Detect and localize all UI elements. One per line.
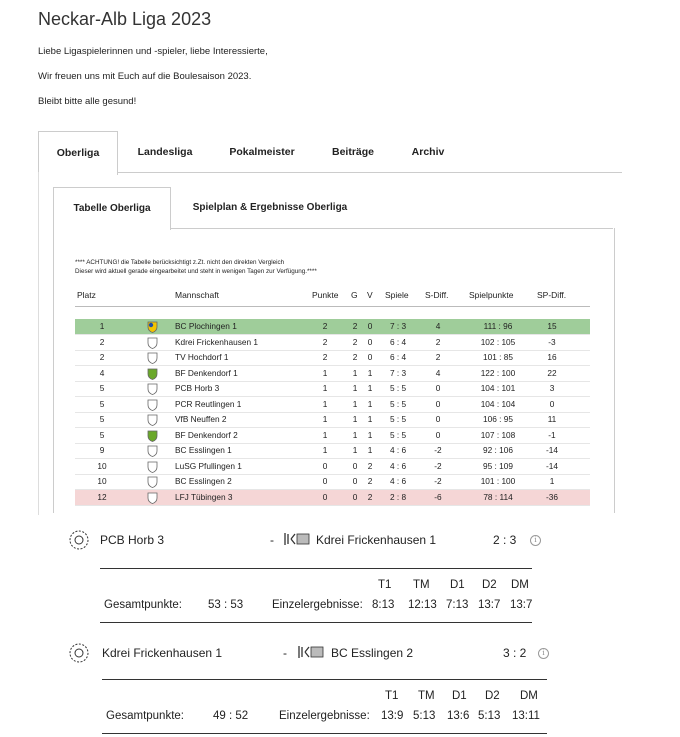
cell-spdiff: 15	[547, 321, 557, 331]
table-row	[75, 459, 590, 474]
col-g: G	[351, 290, 358, 300]
cell-g: 2	[352, 352, 358, 362]
result-col-t1: T1	[378, 579, 392, 591]
cell-spdiff: -14	[546, 445, 558, 455]
cell-sdiff: 4	[435, 321, 441, 331]
cell-mannschaft[interactable]: TV Hochdorf 1	[175, 352, 229, 362]
detail-label: Einzelergebnisse:	[279, 710, 370, 722]
notice	[75, 259, 317, 276]
cell-mannschaft[interactable]: BC Esslingen 2	[175, 476, 232, 486]
cell-mannschaft[interactable]: BC Esslingen 1	[175, 445, 232, 455]
table-row	[75, 335, 590, 350]
cell-v: 1	[367, 445, 373, 455]
cell-punkte: 2	[322, 336, 328, 347]
tab-landesliga[interactable]: Landesliga	[137, 146, 193, 158]
home-team-icon	[66, 529, 92, 551]
result-col-t1: T1	[385, 690, 399, 702]
frickenhausen-crest-icon	[147, 337, 158, 349]
cell-punkte: 1	[322, 383, 328, 393]
tab-beitraege[interactable]: Beiträge	[331, 146, 374, 158]
hochdorf-crest-icon	[147, 352, 158, 364]
cell-platz: 4	[99, 367, 105, 378]
match-divider	[100, 568, 532, 569]
cell-punkte: 1	[322, 414, 328, 424]
reutlingen-crest-icon	[147, 399, 158, 411]
cell-v: 1	[367, 383, 373, 393]
cell-mannschaft[interactable]: BF Denkendorf 1	[175, 367, 238, 378]
cell-punkte: 0	[322, 476, 328, 486]
subtab-spielplan[interactable]: Spielplan & Ergebnisse Oberliga	[192, 202, 348, 213]
match-score: 2 : 3	[493, 533, 517, 547]
cell-g: 1	[352, 429, 358, 440]
horb-crest-icon	[147, 383, 158, 395]
cell-mannschaft[interactable]: PCR Reutlingen 1	[175, 398, 242, 409]
cell-spielpunkte: 78 : 114	[483, 491, 513, 502]
cell-platz: 1	[99, 321, 105, 331]
col-spiele: Spiele	[385, 290, 409, 300]
cell-spiele: 4 : 6	[390, 476, 407, 486]
cell-sdiff: -2	[434, 476, 442, 486]
result-d1: 13:6	[447, 710, 470, 722]
cell-spiele: 5 : 5	[390, 398, 407, 409]
col-spdiff: SP-Diff.	[537, 290, 567, 300]
cell-spdiff: -36	[546, 491, 558, 502]
page-title: Neckar-Alb Liga 2023	[38, 9, 212, 29]
pfullingen-crest-icon	[147, 461, 158, 473]
notice-line-2: Dieser wird aktuell gerade eingearbeitet und steht in wenigen Tagen zur Verfügung.****	[75, 267, 317, 275]
away-team[interactable]: Kdrei Frickenhausen 1	[316, 533, 437, 547]
intro-line-1: Liebe Ligaspielerinnen und -spieler, liebe Interessierte,	[38, 46, 268, 57]
tuebingen-crest-icon	[147, 492, 158, 504]
cell-spiele: 6 : 4	[390, 352, 407, 362]
tab-pokalmeister[interactable]: Pokalmeister	[229, 146, 295, 158]
cell-v: 1	[367, 429, 373, 440]
intro-line-2: Wir freuen uns mit Euch auf die Boulesaison 2023.	[38, 71, 252, 82]
home-team-icon	[66, 642, 92, 664]
cell-spielpunkte: 104 : 104	[480, 398, 516, 409]
cell-spielpunkte: 101 : 100	[480, 476, 516, 486]
cell-spielpunkte: 111 : 96	[483, 321, 513, 331]
match-bottom-divider	[100, 622, 532, 623]
cell-g: 0	[352, 491, 358, 502]
cell-spdiff: -1	[548, 429, 556, 440]
cell-v: 2	[367, 491, 373, 502]
cell-v: 0	[367, 336, 373, 347]
cell-sdiff: 0	[435, 383, 441, 393]
cell-spdiff: 11	[547, 414, 557, 424]
cell-spielpunkte: 106 : 95	[483, 414, 513, 424]
match-dash: -	[283, 646, 287, 660]
intro-line-3: Bleibt bitte alle gesund!	[38, 96, 137, 107]
cell-sdiff: 2	[435, 336, 441, 347]
cell-g: 0	[352, 476, 358, 486]
cell-spiele: 5 : 5	[390, 383, 407, 393]
cell-punkte: 1	[322, 429, 328, 440]
cell-g: 1	[352, 398, 358, 409]
cell-platz: 10	[97, 476, 107, 486]
notice-line-1: **** ACHTUNG! die Tabelle berücksichtigt z.Zt. nicht den direkten Vergleich	[75, 259, 285, 266]
cell-v: 1	[367, 367, 373, 378]
col-sdiff: S-Diff.	[425, 290, 449, 300]
away-team[interactable]: BC Esslingen 2	[331, 646, 414, 660]
cell-mannschaft[interactable]: Kdrei Frickenhausen 1	[175, 336, 259, 347]
esslingen-crest-icon	[147, 476, 158, 488]
cell-g: 2	[352, 321, 358, 331]
cell-platz: 5	[99, 398, 105, 409]
cell-spiele: 2 : 8	[390, 491, 407, 502]
result-col-dm: DM	[511, 579, 529, 591]
cell-g: 1	[352, 383, 358, 393]
match-bottom-divider	[102, 733, 547, 734]
total-label: Gesamtpunkte:	[104, 599, 182, 611]
cell-sdiff: -2	[434, 460, 442, 471]
detail-label: Einzelergebnisse:	[272, 599, 363, 611]
cell-spiele: 4 : 6	[390, 445, 407, 455]
denkendorf-crest-icon	[147, 368, 158, 380]
cell-platz: 5	[99, 414, 105, 424]
subtab-tabelle[interactable]: Tabelle Oberliga	[53, 187, 171, 230]
result-t1: 8:13	[372, 599, 395, 611]
cell-spielpunkte: 101 : 85	[483, 352, 513, 362]
cell-v: 1	[367, 398, 373, 409]
cell-platz: 5	[99, 429, 105, 440]
home-team[interactable]: PCB Horb 3	[100, 533, 165, 547]
home-team[interactable]: Kdrei Frickenhausen 1	[102, 646, 223, 660]
table-row	[75, 474, 590, 489]
result-col-tm: TM	[413, 579, 430, 591]
cell-mannschaft[interactable]: PCB Horb 3	[175, 383, 220, 393]
table-row	[75, 443, 590, 458]
cell-v: 1	[367, 414, 373, 424]
cell-punkte: 0	[322, 491, 328, 502]
cell-spdiff: -14	[546, 460, 558, 471]
away-team-icon	[283, 531, 311, 547]
away-team-icon	[297, 644, 325, 660]
cell-g: 0	[352, 460, 358, 471]
total-points: 53 : 53	[208, 599, 244, 611]
result-tm: 5:13	[413, 710, 436, 722]
result-col-tm: TM	[418, 690, 435, 702]
result-d1: 7:13	[446, 599, 469, 611]
info-icon[interactable]: i	[538, 648, 549, 659]
cell-spdiff: 3	[549, 383, 555, 393]
cell-mannschaft[interactable]: LFJ Tübingen 3	[175, 491, 233, 502]
cell-punkte: 0	[322, 460, 328, 471]
row-divider	[75, 505, 590, 506]
denkendorf-crest-icon	[147, 430, 158, 442]
result-d2: 5:13	[478, 710, 501, 722]
cell-spdiff: 16	[547, 352, 557, 362]
cell-platz: 12	[97, 491, 107, 502]
match-dash: -	[270, 533, 274, 547]
cell-spiele: 5 : 5	[390, 414, 407, 424]
cell-spdiff: -3	[548, 336, 556, 347]
header-divider	[75, 306, 590, 307]
cell-mannschaft[interactable]: BF Denkendorf 2	[175, 429, 238, 440]
cell-platz: 9	[99, 445, 105, 455]
esslingen-crest-icon	[147, 445, 158, 457]
cell-platz: 2	[99, 336, 105, 347]
total-points: 49 : 52	[213, 710, 249, 722]
cell-spielpunkte: 92 : 106	[483, 445, 513, 455]
table-row	[75, 412, 590, 427]
col-platz: Platz	[77, 290, 96, 300]
table-row	[75, 397, 590, 412]
cell-spielpunkte: 107 : 108	[480, 429, 516, 440]
cell-sdiff: 0	[435, 429, 441, 440]
cell-punkte: 1	[322, 398, 328, 409]
result-t1: 13:9	[381, 710, 404, 722]
cell-spiele: 4 : 6	[390, 460, 407, 471]
table-header	[75, 290, 590, 304]
cell-platz: 10	[97, 460, 107, 471]
cell-spdiff: 22	[547, 367, 557, 378]
cell-platz: 5	[99, 383, 105, 393]
cell-spiele: 7 : 3	[390, 321, 407, 331]
info-icon[interactable]: i	[530, 535, 541, 546]
cell-g: 2	[352, 336, 358, 347]
cell-sdiff: 2	[435, 352, 441, 362]
cell-punkte: 2	[322, 321, 328, 331]
table-row	[75, 366, 590, 381]
cell-spiele: 6 : 4	[390, 336, 407, 347]
cell-v: 2	[367, 476, 373, 486]
cell-spdiff: 1	[549, 476, 555, 486]
cell-sdiff: -6	[434, 491, 442, 502]
tab-archiv[interactable]: Archiv	[411, 146, 445, 158]
result-d2: 13:7	[478, 599, 501, 611]
col-mannschaft: Mannschaft	[175, 290, 219, 300]
cell-punkte: 1	[322, 445, 328, 455]
cell-spielpunkte: 104 : 101	[480, 383, 516, 393]
col-punkte: Punkte	[312, 290, 339, 300]
cell-g: 1	[352, 367, 358, 378]
cell-v: 0	[367, 321, 373, 331]
tab-oberliga[interactable]: Oberliga	[38, 131, 118, 175]
cell-punkte: 2	[322, 352, 328, 362]
table-row	[75, 319, 590, 334]
cell-mannschaft[interactable]: VfB Neuffen 2	[175, 414, 227, 424]
total-label: Gesamtpunkte:	[106, 710, 184, 722]
cell-v: 0	[367, 352, 373, 362]
cell-sdiff: 0	[435, 414, 441, 424]
cell-sdiff: 4	[435, 367, 441, 378]
result-col-d1: D1	[452, 690, 467, 702]
cell-spielpunkte: 122 : 100	[480, 367, 516, 378]
plochingen-crest-icon	[147, 321, 158, 333]
cell-mannschaft[interactable]: BC Plochingen 1	[175, 321, 237, 331]
cell-platz: 2	[99, 352, 105, 362]
result-col-d2: D2	[482, 579, 497, 591]
cell-spiele: 5 : 5	[390, 429, 407, 440]
col-v: V	[367, 290, 373, 300]
match-score: 3 : 2	[503, 646, 527, 660]
cell-v: 2	[367, 460, 373, 471]
cell-punkte: 1	[322, 367, 328, 378]
table-row	[75, 490, 590, 505]
result-tm: 12:13	[408, 599, 437, 611]
col-spielpunkte: Spielpunkte	[469, 290, 514, 300]
result-col-d2: D2	[485, 690, 500, 702]
match-divider	[102, 679, 547, 680]
cell-g: 1	[352, 445, 358, 455]
cell-spiele: 7 : 3	[390, 367, 407, 378]
cell-spielpunkte: 95 : 109	[483, 460, 513, 471]
result-col-dm: DM	[520, 690, 538, 702]
cell-mannschaft[interactable]: LuSG Pfullingen 1	[175, 460, 242, 471]
cell-sdiff: 0	[435, 398, 441, 409]
result-col-d1: D1	[450, 579, 465, 591]
neuffen-crest-icon	[147, 414, 158, 426]
cell-spielpunkte: 102 : 105	[480, 336, 516, 347]
table-row	[75, 350, 590, 365]
cell-sdiff: -2	[434, 445, 442, 455]
table-row	[75, 428, 590, 443]
cell-g: 1	[352, 414, 358, 424]
result-dm: 13:11	[512, 710, 540, 722]
result-dm: 13:7	[510, 599, 533, 611]
cell-spdiff: 0	[549, 398, 555, 409]
table-row	[75, 381, 590, 396]
